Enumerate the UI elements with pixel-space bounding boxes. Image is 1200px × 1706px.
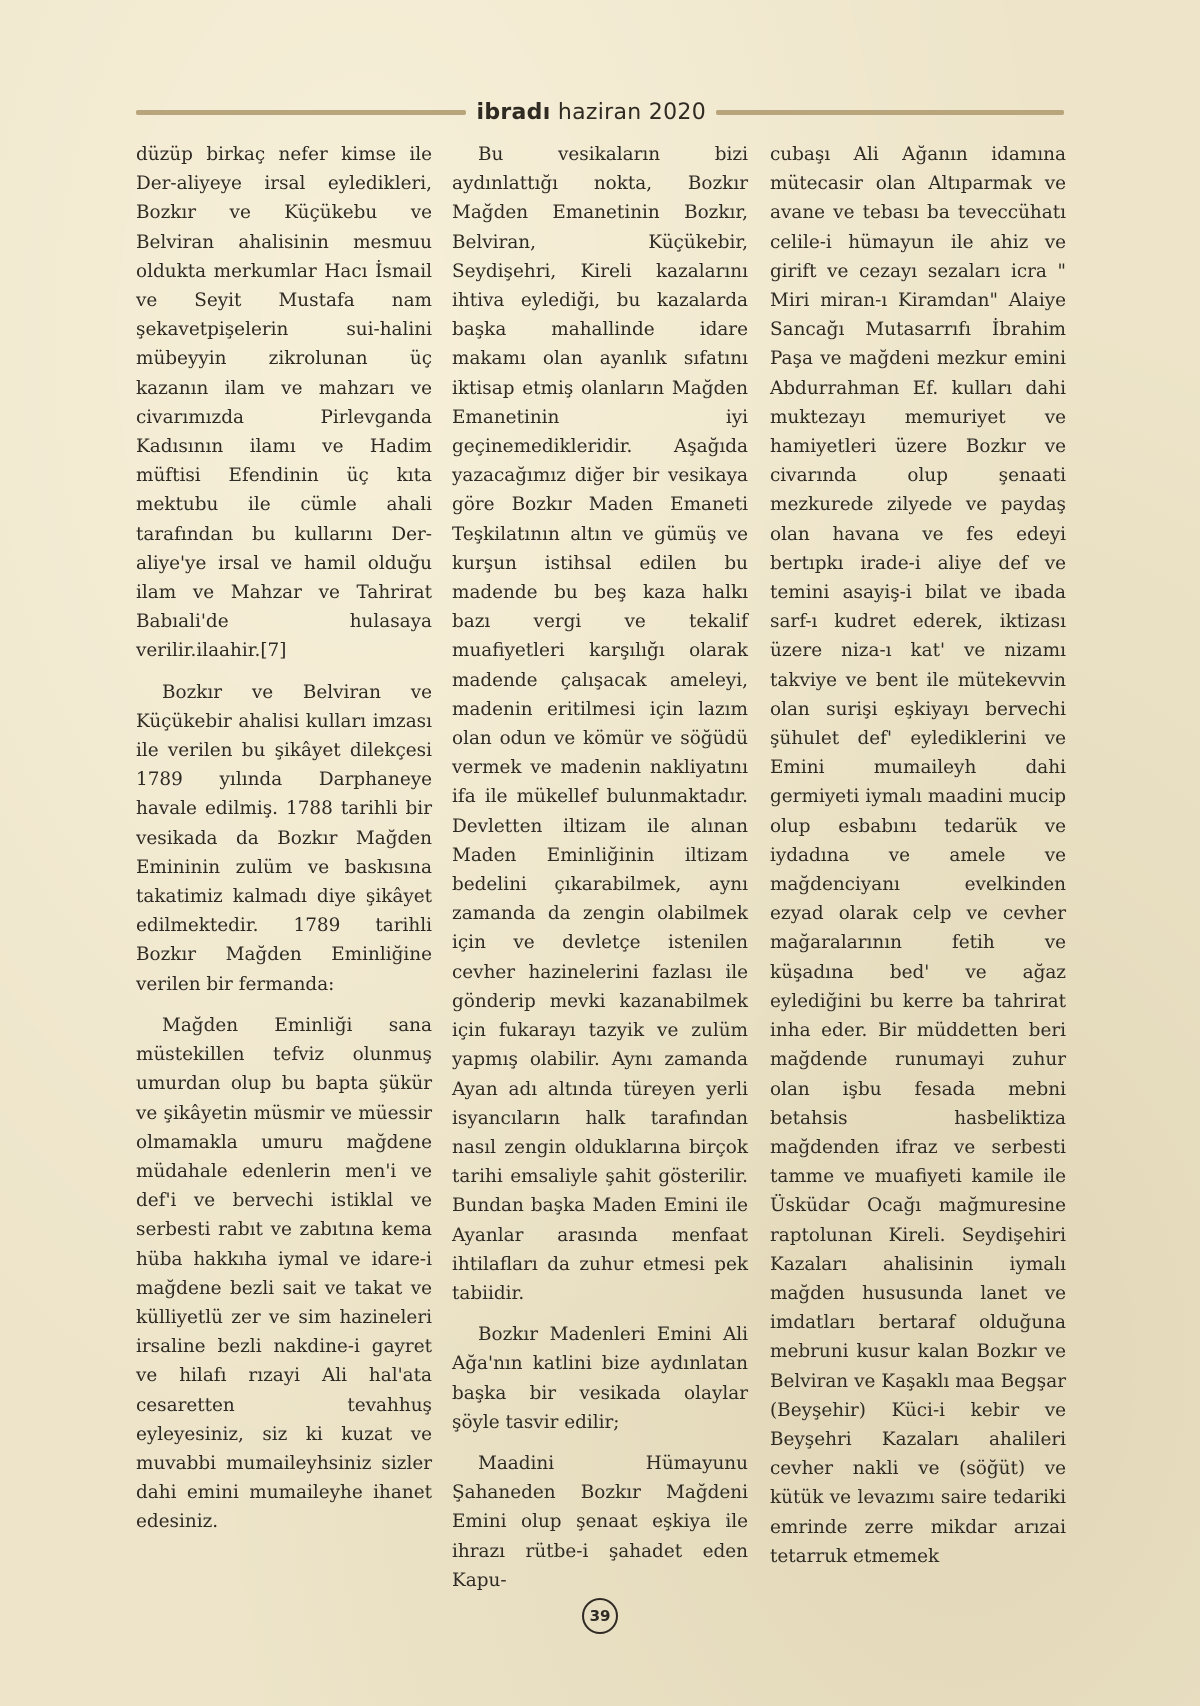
- page-number: 39: [582, 1598, 618, 1634]
- paragraph: Bu vesikaların bizi aydınlattığı nokta, Bozkır Mağden Emanetinin Bozkır, Belviran, Küçükebir, Seydişehri, Kireli kazalarını ihtiva eylediği, bu kazalarda başka mahallinde idare makamı olan ayanlık sıfatını iktisap etmiş olanların Mağden Emanetinin iyi geçinemedikleridir. Aşağıda yazacağımız diğer bir vesikaya göre Bozkır Maden Emaneti Teşkilatının altın ve gümüş ve kurşun istihsal edilen bu madende bu beş kaza halkı bazı vergi ve tekalif muafiyetleri karşılığı olarak madende çalışacak ameleyi, madenin eritilmesi için lazım olan odun ve kömür ve söğüdü vermek ve madenin nakliyatını ifa ile mükellef bulunmaktadır. Devletten iltizam ile alınan Maden Eminliğinin iltizam bedelini çıkarabilmek, aynı zamanda da zengin olabilmek için ve devletçe istenilen cevher hazinelerini fazlası ile gönderip mevki kazanabilmek için fukarayı tazyik ve zulüm yapmış olabilir. Aynı zamanda Ayan adı altında türeyen yerli isyancıların halk tarafından nasıl zengin olduklarına birçok tarihi emsaliyle şahit gösterilir. Bundan başka Maden Emini ile Ayanlar arasında menfaat ihtilafları da zuhur etmesi pek tabiidir.: [452, 144, 748, 1304]
- paragraph: cubaşı Ali Ağanın idamına mütecasir olan Altıparmak ve avane ve tebası ba teveccühatı celile-i hümayun ile ahiz ve girift ve cezayı sezaları icra " Miri miran-ı Kiramdan" Alaiye Sancağı Mutasarrıfı İbrahim Paşa ve mağdeni mezkur emini Abdurrahman Ef. kulları dahi muktezayı memuriyet ve hamiyetleri üzere Bozkır ve civarında olup şenaati mezkurede zilyede ve paydaş olan havana ve fes edeyi bertıpkı irade-i aliye def ve temini asayiş-i bilat ve ibada sarf-ı kudret ederek, iktizası üzere niza-ı kat' ve nizamı takviye ve bent ile mütekevvin olan surişi eşkiyayı bervechi şühulet def' eylediklerini ve Emini mumaileyh dahi germiyeti iymalı maadini mucip olup esbabını tedarük ve iydadına ve amele ve mağdenciyanı evelkinden ezyad olarak celp ve cevher mağaralarının fetih ve küşadına bed' ve ağaz eylediğini bu kerre ba tahrirat inha eder. Bir müddetten beri mağdende runumayi zuhur olan işbu fesada mebni betahsis hasbeliktiza mağdenden ifraz ve serbesti tamme ve muafiyeti kamile ile Üsküdar Ocağı mağmuresine raptolunan Kireli. Seydişehiri Kazaları ahalisinin iymalı mağden hususunda lanet ve imdatları bertaraf olduğuna mebruni kusur kalan Bozkır ve Belviran ve Kaşaklı maa Begşar (Beyşehir) Küci-i kebir ve Beyşehri Kazaları ahalileri cevher nakli ve (söğüt) ve kütük ve levazımı saire tedariki emrinde zerre mikdar arızai tetarruk etmemek: [770, 144, 1066, 1567]
- issue-date: haziran 2020: [557, 99, 706, 125]
- header-title: [466, 100, 716, 125]
- text-column-2: [452, 140, 748, 1607]
- header-rule-right: [716, 110, 1064, 115]
- text-column-1: [136, 140, 432, 1549]
- page-header: [136, 92, 1064, 132]
- paragraph: Bozkır ve Belviran ve Küçükebir ahalisi kulları imzası ile verilen bu şikâyet dilekçesi 1789 yılında Darphaneye havale edilmiş. 1788 tarihli bir vesikada da Bozkır Mağden Emininin zulüm ve baskısına takatimiz kalmadı diye şikâyet edilmektedir. 1789 tarihli Bozkır Mağden Eminliğine verilen bir fermanda:: [136, 681, 432, 995]
- paragraph: Maadini Hümayunu Şahaneden Bozkır Mağdeni Emini olup şenaat eşkiya ile ihrazı rütbe-i şahadet eden Kapu-: [452, 1452, 748, 1591]
- paragraph: Mağden Eminliği sana müstekillen tefviz olunmuş umurdan olup bu bapta şükür ve şikâyetin müsmir ve müessir olmamakla umuru mağdene müdahale edenlerin men'i ve def'i ve bervechi istiklal ve serbesti rabıt ve zabıtına kema hüba hakkıha iymal ve idare-i mağdene bezli sait ve takat ve külliyetlü zer ve sim hazineleri irsaline bezli nakdine-i gayret ve hilafı rızayi Ali hal'ata cesaretten tevahhuş eyleyesiniz, siz ki kuzat ve muvabbi mumaileyhsiniz sizler dahi emini mumaileyhe ihanet edesiniz.: [136, 1014, 432, 1533]
- paragraph: düzüp birkaç nefer kimse ile Der-aliyeye irsal eyledikleri, Bozkır ve Küçükebu ve Belviran ahalisinin mesmuu oldukta merkumlar Hacı İsmail ve Seyit Mustafa nam şekavetpişelerin sui-halini mübeyyin zikrolunan üç kazanın ilam ve mahzarı ve civarımızda Pirlevganda Kadısının ilamı ve Hadim müftisi Efendinin üç kıta mektubu ile cümle ahali tarafından bu kullarını Der-aliye'ye irsal ve hamil olduğu ilam ve Mahzar ve Tahrirat Babıali'de hulasaya verilir.ilaahir.[7]: [136, 144, 432, 662]
- text-column-3: [770, 140, 1066, 1583]
- header-rule-left: [136, 110, 466, 115]
- magazine-name: ibradı: [476, 99, 551, 125]
- paragraph: Bozkır Madenleri Emini Ali Ağa'nın katlini bize aydınlatan başka bir vesikada olaylar şöyle tasvir edilir;: [452, 1324, 748, 1433]
